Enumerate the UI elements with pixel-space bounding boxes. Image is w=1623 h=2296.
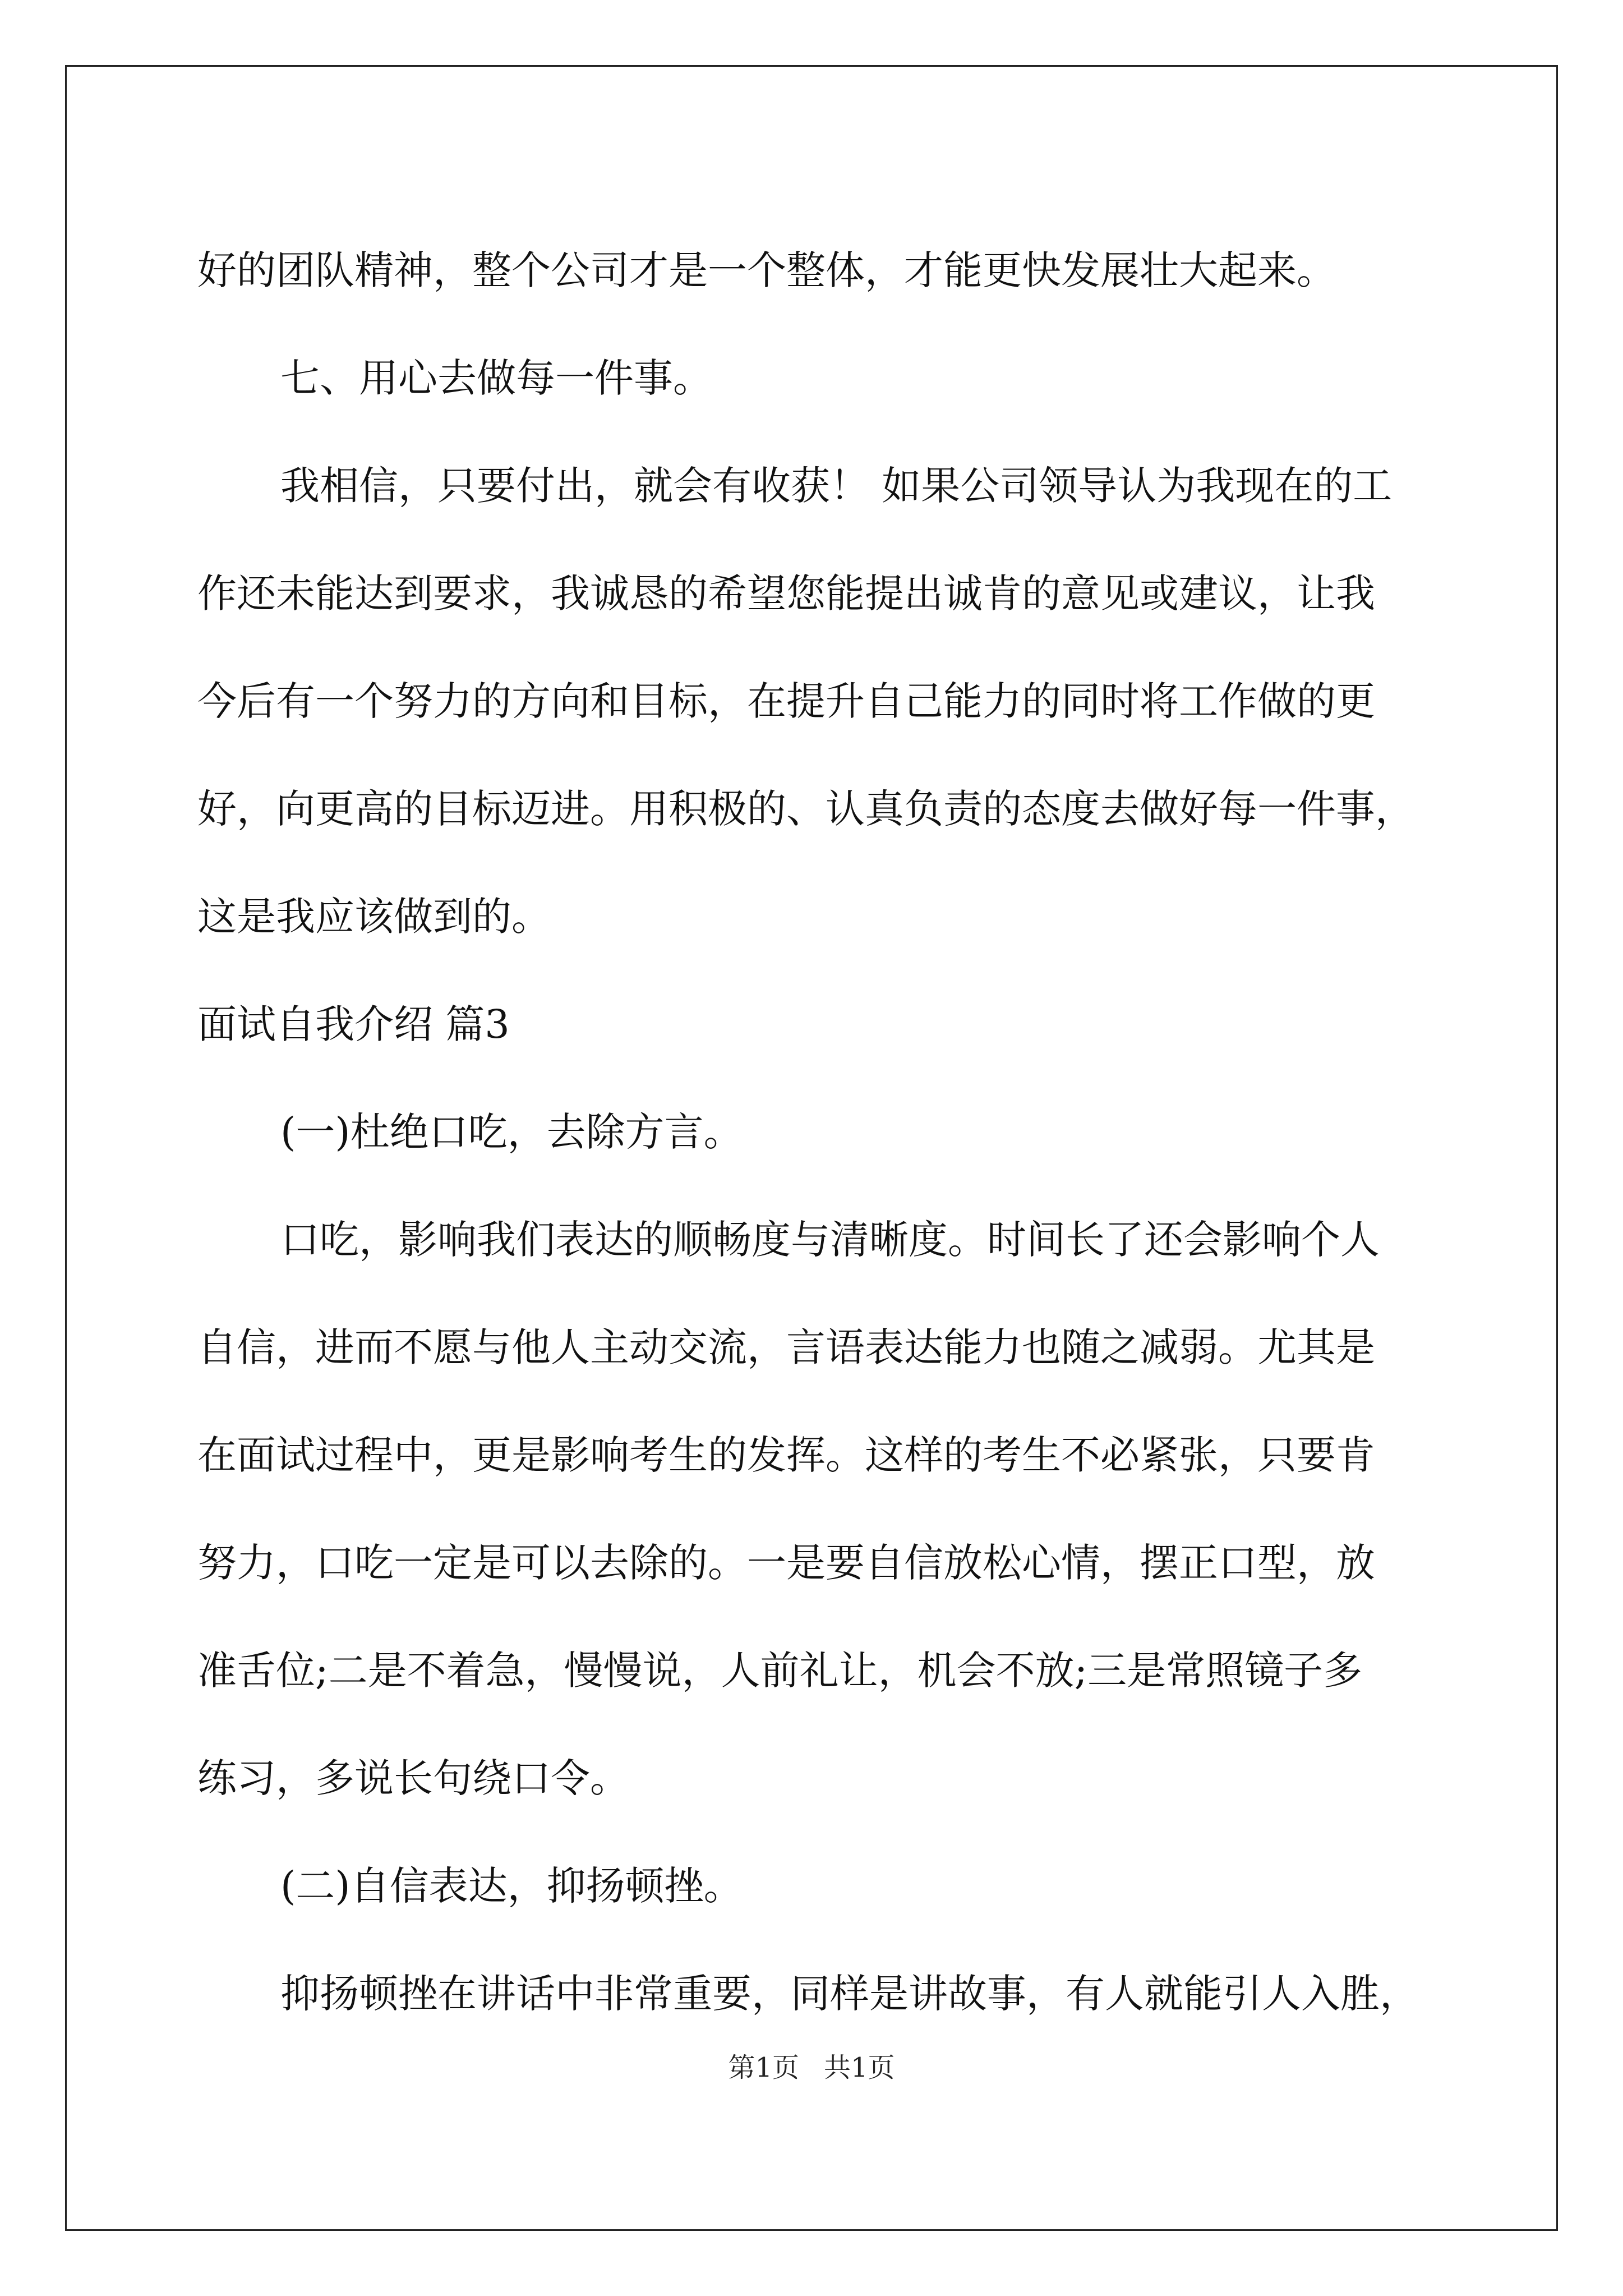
text-line-2: 七、用心去做每一件事。 <box>280 355 712 401</box>
page-footer <box>0 2051 1623 2085</box>
text-line-1: 好的团队精神，整个公司才是一个整体，才能更快发展壮大起来。 <box>197 247 1336 293</box>
text-line-5: 今后有一个努力的方向和目标，在提升自己能力的同时将工作做的更 <box>197 678 1375 724</box>
text-line-4: 作还未能达到要求，我诚恳的希望您能提出诚肯的意见或建议，让我 <box>197 570 1375 616</box>
text-line-11: 自信，进而不愿与他人主动交流，言语表达能力也随之减弱。尤其是 <box>197 1324 1375 1370</box>
section-heading: 面试自我介绍 篇3 <box>197 1001 510 1047</box>
text-line-6: 好，向更高的目标迈进。用积极的、认真负责的态度去做好每一件事， <box>197 786 1414 832</box>
text-line-10: 口吃，影响我们表达的顺畅度与清晰度。时间长了还会影响个人 <box>280 1217 1380 1263</box>
text-line-17: 抑扬顿挫在讲话中非常重要，同样是讲故事，有人就能引人入胜， <box>280 1971 1419 2017</box>
subheading-2: (二)自信表达，抑扬顿挫。 <box>280 1863 743 1909</box>
subheading-1: (一)杜绝口吃，去除方言。 <box>280 1109 743 1155</box>
text-line-13: 努力，口吃一定是可以去除的。一是要自信放松心情，摆正口型，放 <box>197 1540 1375 1586</box>
document-body <box>197 217 1442 2047</box>
text-line-12: 在面试过程中，更是影响考生的发挥。这样的考生不必紧张，只要肯 <box>197 1432 1375 1478</box>
page-total: 共1页 <box>824 2052 895 2083</box>
text-line-14: 准舌位;二是不着急，慢慢说，人前礼让，机会不放;三是常照镜子多 <box>197 1648 1363 1694</box>
text-line-7: 这是我应该做到的。 <box>197 894 551 940</box>
text-line-15: 练习，多说长句绕口令。 <box>197 1755 629 1801</box>
page-number: 第1页 <box>728 2052 799 2083</box>
text-line-3: 我相信，只要付出，就会有收获！ 如果公司领导认为我现在的工 <box>280 463 1393 509</box>
